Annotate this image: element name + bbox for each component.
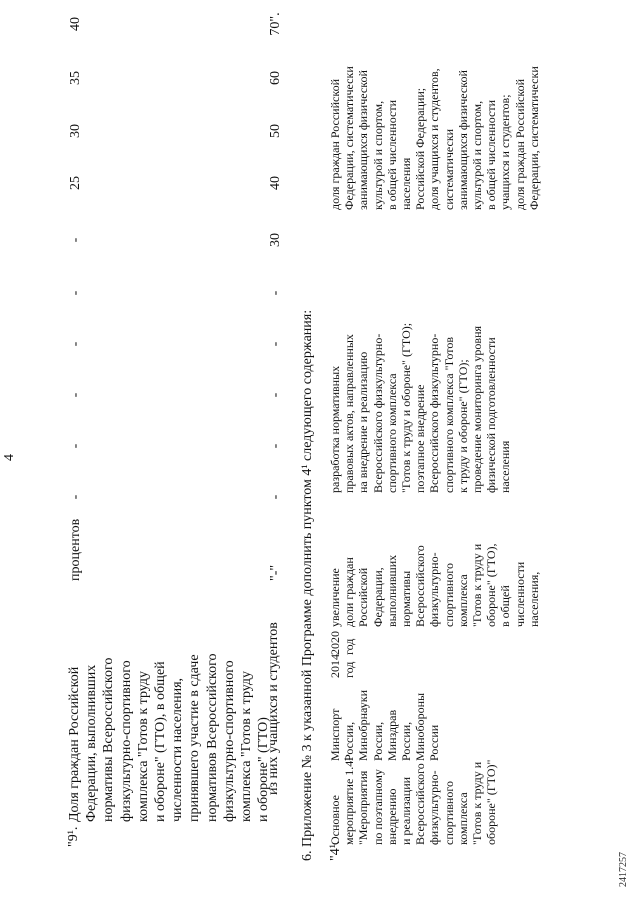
- row-9-value-cell: 40: [68, 17, 83, 31]
- row-4-indicator-line: населения: [399, 157, 414, 210]
- row-9-value-cell: 35: [68, 71, 83, 85]
- row-4-start-year-line: год: [342, 661, 357, 678]
- row-4-executor-line: Минспорт: [328, 708, 342, 761]
- row-9-value-cell: -: [68, 443, 83, 449]
- row-4-content: [328, 323, 513, 493]
- row-9-unit: процентов: [68, 518, 83, 581]
- row-9-sub-value-cell: 50: [268, 124, 283, 138]
- row-4-indicator-line: занимающихся физической: [356, 70, 371, 210]
- document-code: 2417257: [618, 852, 629, 887]
- row-9-description-line: численности населения,: [170, 677, 186, 822]
- row-4-executors: [328, 690, 442, 761]
- row-9-value-cell: -: [68, 392, 83, 398]
- row-4-result-line: в общей: [498, 585, 513, 627]
- row-9-sub-value-cell: 60: [268, 71, 283, 85]
- row-4-end-year-line: 2020: [328, 631, 342, 655]
- row-4-content-line: спортивного комплекса "Готов: [441, 337, 456, 493]
- row-9-description-line: и обороне" (ГТО), в общей: [153, 661, 169, 822]
- row-4-start-year: [328, 654, 356, 678]
- row-9-description-line: физкультурно-спортивного: [118, 660, 134, 822]
- row-9-value-cell: 30: [68, 124, 83, 138]
- row-4-content-line: проведение мониторинга уровня: [470, 325, 485, 493]
- row-4-name-line: Основное: [328, 795, 342, 845]
- row-9-sub-unit: "-": [268, 564, 283, 581]
- row-4-executor-line: России,: [399, 721, 414, 761]
- row-4-end-year-line: год: [342, 638, 357, 655]
- row-4-result-line: населения,: [526, 571, 541, 627]
- row-4-indicator-line: в общей численности: [384, 100, 399, 210]
- row-4-name-line: мероприятие 1.4¹: [342, 757, 357, 845]
- page-number: 4: [2, 454, 17, 461]
- row-4-result-line: спортивного: [441, 563, 456, 627]
- row-9-sub-value-cell: -: [268, 290, 283, 296]
- row-4-name-line: Всероссийского: [413, 763, 428, 845]
- row-4-result-line: комплекса: [455, 574, 470, 627]
- row-4-indicator-line: Российской Федерации;: [413, 87, 428, 210]
- row-4-indicator-line: систематически: [441, 128, 456, 210]
- row-4-name-line: "Готов к труду и: [470, 761, 485, 845]
- row-4-result-line: Российской: [356, 567, 371, 627]
- row-4-indicator-line: культурой и спортом,: [470, 100, 485, 210]
- row-4-content-line: "Готов к труду и обороне" (ГТО);: [399, 322, 414, 493]
- row-4-content-line: правовых актов, направленных: [342, 334, 357, 493]
- row-4-indicator-line: Федерации, систематически: [342, 66, 357, 210]
- row-4-result-line: обороне" (ГТО),: [484, 543, 499, 627]
- row-4-executor-line: России: [427, 724, 442, 761]
- row-9-sub-value-cell: 40: [268, 176, 283, 190]
- row-9-number: "9¹.: [66, 826, 81, 847]
- row-4-result-line: нормативы: [399, 570, 414, 627]
- row-4-name-line: по поэтапному: [370, 769, 385, 845]
- row-9-sub-value-cell: -: [268, 494, 283, 500]
- row-9-description-line: нормативы Всероссийского: [101, 657, 117, 822]
- row-9-description-line: принявшего участие в сдаче: [187, 654, 203, 822]
- row-4-result-line: Всероссийского: [413, 545, 428, 627]
- row-4-result-line: увеличение: [328, 568, 342, 627]
- row-4-result-line: физкультурно-: [427, 552, 442, 627]
- row-4-indicator-line: доля учащихся и студентов,: [427, 68, 442, 210]
- row-4-content-line: на внедрение и реализацию: [356, 351, 371, 493]
- row-4-number: "4¹.: [328, 840, 343, 861]
- row-4-indicator-line: занимающихся физической: [455, 70, 470, 210]
- row-4-name: [328, 757, 498, 845]
- row-9-sub-label: из них учащихся и студентов: [266, 622, 281, 795]
- row-9-value-cell: -: [68, 494, 83, 500]
- row-9-value-cell: -: [68, 237, 83, 243]
- row-4-content-line: физической подготовленности: [484, 337, 499, 493]
- row-4-name-line: физкультурно-: [427, 770, 442, 845]
- row-4-indicator-line: доля граждан Российской: [328, 79, 342, 210]
- row-9-sub-value-cell: -: [268, 392, 283, 398]
- row-4-result-line: Федерации,: [370, 567, 385, 627]
- row-4-content-line: Всероссийского физкультурно-: [370, 333, 385, 493]
- row-4-executor-line: Минздрав: [384, 709, 399, 761]
- row-9-description: [66, 653, 272, 822]
- row-9-sub-value-cell: 30: [268, 233, 283, 247]
- row-4-indicator-line: доля граждан Российской: [512, 79, 527, 210]
- row-4-name-line: "Мероприятия: [356, 770, 371, 845]
- row-9-description-line: нормативов Всероссийского: [204, 653, 220, 822]
- row-4-result-line: "Готов к труду и: [470, 543, 485, 627]
- row-9-description-line: комплекса "Готов к труду: [135, 670, 151, 822]
- row-4-expected-result: [328, 543, 541, 627]
- row-4-content-line: населения: [498, 440, 513, 493]
- row-4-indicators: [328, 66, 541, 210]
- row-4-result-line: выполнивших: [384, 554, 399, 627]
- paragraph-6: 6. Приложение № 3 к указанной Программе дополнить пунктом 4¹ следующего содержания:: [300, 309, 315, 861]
- row-4-name-line: обороне" (ГТО)": [484, 759, 499, 845]
- row-4-indicator-line: культурой и спортом,: [370, 100, 385, 210]
- row-4-content-line: поэтапное внедрение: [413, 384, 428, 493]
- row-9-sub-value-cell: 70".: [268, 12, 283, 36]
- row-4-executor-line: Минобороны: [413, 692, 428, 761]
- row-9-description-line: Доля граждан Российской: [67, 666, 82, 822]
- row-9-description-line: и обороне" (ГТО): [256, 717, 272, 822]
- row-4-result-line: численности: [512, 561, 527, 627]
- row-4-name-line: и реализации: [399, 776, 414, 845]
- row-9-description-line: физкультурно-спортивного: [221, 660, 237, 822]
- row-4-indicator-line: Федерации, систематически: [526, 66, 541, 210]
- row-4-content-line: спортивного комплекса: [384, 373, 399, 493]
- row-9-sub-value-cell: -: [268, 341, 283, 347]
- row-4-start-year-line: 2014: [328, 654, 342, 678]
- row-4-executor-line: Минобрнауки: [356, 689, 371, 761]
- row-9-value-cell: -: [68, 341, 83, 347]
- row-4-content-line: к труду и обороне" (ГТО);: [455, 359, 470, 493]
- row-4-executor-line: России,: [370, 721, 385, 761]
- row-4-indicator-line: в общей численности: [484, 100, 499, 210]
- row-9-sub-value-cell: -: [268, 443, 283, 449]
- row-4-indicator-line: учащихся и студентов;: [498, 94, 513, 210]
- row-9-description-line: комплекса "Готов к труду: [239, 670, 255, 822]
- row-4-executor-line: России,: [342, 721, 357, 761]
- row-4-name-line: спортивного: [441, 781, 456, 845]
- row-4-result-line: доли граждан: [342, 557, 357, 627]
- row-9-value-cell: -: [68, 290, 83, 296]
- row-9-value-cell: 25: [68, 176, 83, 190]
- row-4-name-line: комплекса: [455, 792, 470, 845]
- row-4-content-line: Всероссийского физкультурно-: [427, 333, 442, 493]
- row-4-end-year: [328, 631, 356, 655]
- row-4-name-line: внедрению: [384, 788, 399, 845]
- row-4-content-line: разработка нормативных: [328, 365, 342, 493]
- row-9-description-line: Федерации, выполнивших: [84, 664, 100, 822]
